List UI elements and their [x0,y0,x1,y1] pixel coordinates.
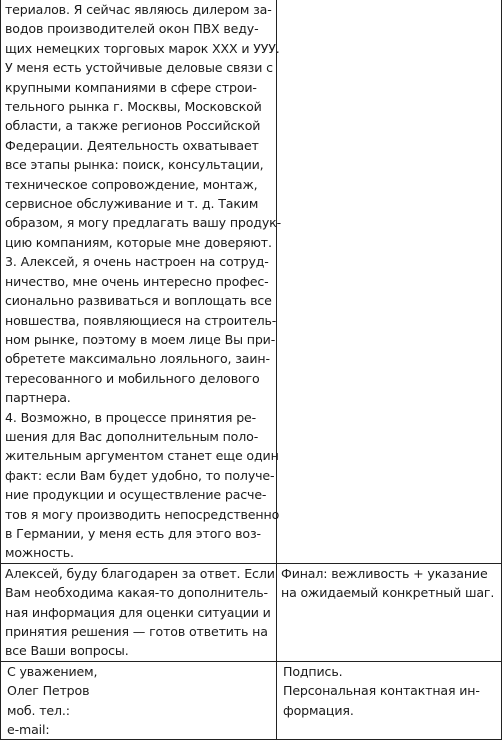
text-line: тельного рынка г. Москвы, Московской [5,99,262,115]
closing-commentary-cell [277,563,502,661]
text-line: У меня есть устойчивые деловые связи с [5,60,273,76]
table-row-signature [1,661,502,740]
comment-line: Подпись. [283,663,343,679]
text-line: тов я могу производить непосредственно [5,506,280,522]
text-line: Алексей, буду благодарен за ответ. Если [5,565,275,581]
text-line: крупными компаниями в сфере строи- [5,79,257,95]
comment-line: формация. [283,702,354,718]
text-line: жительным аргументом станет еще один [5,448,279,464]
letter-body-cell [1,0,282,563]
text-line: шения для Вас дополнительным поло- [5,428,259,444]
comment-line: Финал: вежливость + указание [281,565,488,581]
text-line: в Германии, у меня есть для этого воз- [5,525,261,541]
text-line: 4. Возможно, в процессе принятия ре- [5,409,257,425]
signature-line: С уважением, [7,663,98,679]
text-line: партнера. [5,390,71,406]
text-line: области, а также регионов Российской [5,118,261,134]
text-line: Федерации. Деятельность охватывает [5,137,259,153]
signature-line: моб. тел.: [7,702,70,718]
text-line: водов производителей окон ПВХ веду- [5,21,259,37]
text-line: сервисное обслуживание и т. д. Таким [5,196,259,212]
table-row-body [1,0,502,563]
text-line: новшества, появляющиеся на строитель- [5,312,277,328]
text-line: ная информация для оценки ситуации и [5,604,271,620]
text-line: техническое сопровождение, монтаж, [5,176,258,192]
text-line: ном рынке, поэтому в моем лице Вы при- [5,331,276,347]
table-row-closing [1,563,502,661]
text-line: факт: если Вам будет удобно, то получе- [5,467,275,483]
text-line: териалов. Я сейчас являюсь дилером за- [5,2,272,17]
text-line: все Ваши вопросы. [5,643,129,659]
text-line: обретете максимально лояльного, заин- [5,351,270,367]
text-line: Вам необходима какая-то дополнитель- [5,585,268,601]
text-line: ние продукции и осуществление расче- [5,487,267,503]
comment-line: на ожидаемый конкретный шаг. [281,585,495,601]
text-line: цию компаниям, которые мне доверяют. [5,234,272,250]
text-line: образом, я могу предлагать вашу продук- [5,215,282,231]
text-line: щих немецких торговых марок ХХХ и УУУ. [5,40,280,56]
signature-cell [1,661,277,740]
comment-line: Персональная контактная ин- [283,683,480,699]
text-line: сионально развиваться и воплощать все [5,293,272,309]
commentary-cell-empty [277,0,502,563]
text-line: можность. [5,545,74,561]
text-line: принятия решения — готов ответить на [5,624,268,639]
text-line: все этапы рынка: поиск, консультации, [5,157,264,173]
text-line: 3. Алексей, я очень настроен на сотруд- [5,254,269,270]
signature-line: e-mail: [7,722,50,738]
signature-line: Олег Петров [7,683,90,699]
text-line: ничество, мне очень интересно профес- [5,273,269,289]
signature-commentary-cell [277,661,502,740]
closing-text-cell [1,563,277,661]
text-line: тересованного и мобильного делового [5,370,260,386]
